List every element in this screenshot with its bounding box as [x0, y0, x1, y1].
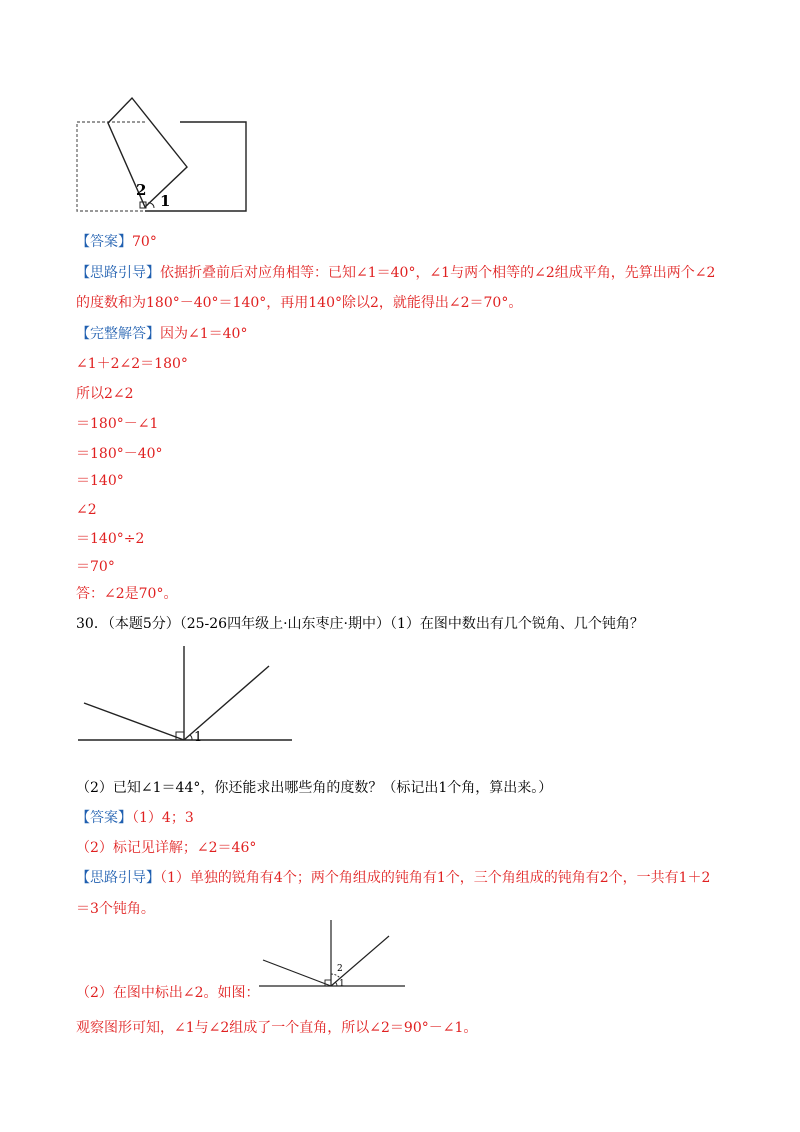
hint-30-line2: ＝3个钝角。	[76, 901, 155, 917]
angle-1-label: 1	[339, 979, 345, 989]
hint-30-line3: （2）在图中标出∠2。如图：	[76, 985, 260, 1001]
question-30: 30．（本题5分）（25-26四年级上·山东枣庄·期中）（1）在图中数出有几个锐角、几个钝角？	[76, 616, 644, 632]
solution-29-line2: 所以2∠2	[76, 386, 134, 402]
hint-30-line4: 观察图形可知，∠1与∠2组成了一个直角，所以∠2＝90°－∠1。	[76, 1020, 478, 1036]
angle-2-label: 2	[136, 181, 147, 199]
question-30-part2: （2）已知∠1＝44°，你还能求出哪些角的度数？（标记出1个角，算出来。）	[76, 780, 553, 796]
solution-29-line9: 答：∠2是70°。	[76, 586, 178, 602]
answer-30-line2: （2）标记见详解；∠2＝46°	[76, 840, 257, 856]
angle-1-label: 1	[194, 730, 203, 745]
answer-30-line1: 【答案】（1）4；3	[76, 810, 194, 826]
angle-1-label: 1	[160, 192, 171, 210]
solution-29-line0: 【完整解答】因为∠1＝40°	[76, 326, 248, 342]
answer-29: 【答案】70°	[76, 234, 157, 250]
solution-29-line5: ＝140°	[76, 473, 124, 489]
solution-29-line1: ∠1＋2∠2＝180°	[76, 356, 188, 372]
solution-29-line3: ＝180°－∠1	[76, 416, 159, 432]
marked-angles-figure	[255, 916, 415, 996]
solution-29-line7: ＝140°÷2	[76, 531, 145, 547]
hint-30-line1: 【思路引导】（1）单独的锐角有4个；两个角组成的钝角有1个，三个角组成的钝角有2个，一共有1＋2	[76, 870, 711, 886]
angle-2-label: 2	[337, 964, 343, 974]
solution-29-line6: ∠2	[76, 502, 97, 518]
angles-figure	[70, 640, 300, 750]
hint-29-line2: 的度数和为180°－40°＝140°，再用140°除以2，就能得出∠2＝70°。	[76, 295, 523, 311]
solution-29-line8: ＝70°	[76, 559, 115, 575]
solution-29-line4: ＝180°－40°	[76, 446, 163, 462]
hint-29-line1: 【思路引导】依据折叠前后对应角相等：已知∠1＝40°，∠1与两个相等的∠2组成平角，先算出两个∠2	[76, 265, 716, 281]
folded-paper-figure	[70, 92, 270, 222]
